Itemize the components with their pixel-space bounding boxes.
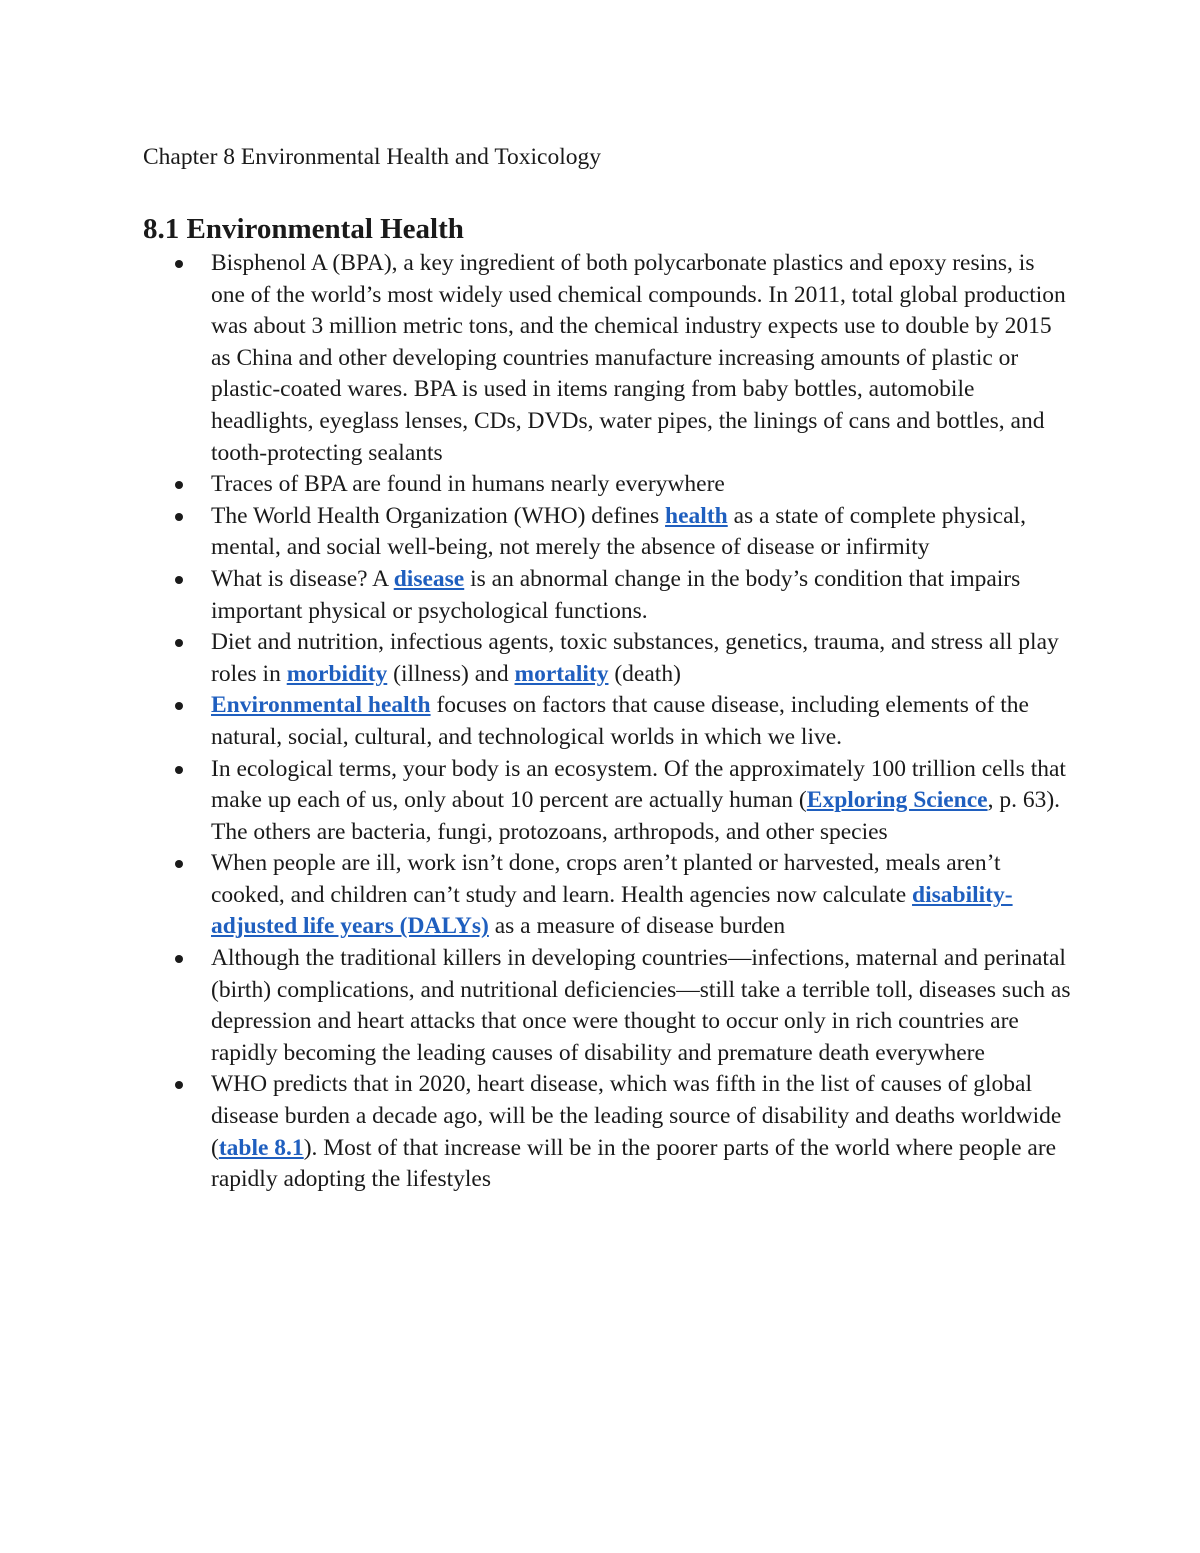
bullet-item-morbidity-mortality	[211, 627, 1071, 690]
bullet-dot-icon	[175, 481, 183, 489]
bullet-text-before: WHO predicts that in 2020, heart disease, which was fifth in the list of causes of global disease burden a decade ago, will be the leading source of disability and deaths worldwide (	[211, 1071, 1062, 1161]
morbidity-link[interactable]: morbidity	[286, 660, 388, 687]
bullet-dot-icon	[175, 513, 183, 521]
bullet-text-after: as a state of complete physical, mental, and social well-being, not merely the absence of disease or infirmity	[211, 502, 1026, 561]
bullet-text-before: Diet and nutrition, infectious agents, toxic substances, genetics, trauma, and stress all play roles in	[211, 629, 1059, 687]
bullet-text-after: (death)	[608, 660, 681, 687]
bullet-text-before: When people are ill, work isn’t done, crops aren’t planted or harvested, meals aren’t cooked, and children can’t study and learn. Health agencies now calculate	[211, 850, 1001, 908]
bullet-text: Traces of BPA are found in humans nearly everywhere	[211, 471, 725, 498]
bullet-item-body-ecosystem	[211, 754, 1071, 849]
exploring-science-link[interactable]: Exploring Science	[806, 787, 988, 814]
bullet-item-dalys	[211, 848, 1071, 943]
bullet-dot-icon	[175, 955, 183, 963]
mortality-link[interactable]: mortality	[514, 660, 609, 687]
bullet-dot-icon	[175, 766, 183, 774]
bullet-text: Although the traditional killers in developing countries—infections, maternal and perinatal (birth) complications, and nutritional deficiencies—still take a terrible toll, diseases such as depression and heart attacks that once were thought to occur only in rich countries are rapidly becoming the leading causes of disability and premature death everywhere	[211, 945, 1071, 1066]
bullet-text-middle: (illness) and	[387, 660, 515, 687]
bullet-item-bpa-overview	[211, 248, 1071, 469]
bullet-dot-icon	[175, 576, 183, 584]
environmental-health-link[interactable]: Environmental health	[211, 692, 431, 719]
bullet-text-after: ). Most of that increase will be in the poorer parts of the world where people are rapidly adopting the lifestyles	[211, 1134, 1057, 1193]
bullet-item-bpa-traces	[211, 469, 1071, 501]
bullet-dot-icon	[175, 639, 183, 647]
disease-link[interactable]: disease	[393, 565, 465, 592]
bullet-dot-icon	[175, 260, 183, 268]
bullet-text-after: as a measure of disease burden	[488, 913, 786, 940]
table-8-1-link[interactable]: table 8.1	[218, 1134, 304, 1161]
bullet-text: Bisphenol A (BPA), a key ingredient of both polycarbonate plastics and epoxy resins, is one of the world’s most widely used chemical compounds. In 2011, total global production was about 3 million metric tons, and the chemical industry expects use to double by 2015 as China and other developing countries manufacture increasing amounts of plastic or plastic-coated wares. BPA is used in items ranging from baby bottles, automobile headlights, eyeglass lenses, CDs, DVDs, water pipes, the linings of cans and bottles, and tooth-protecting sealants	[211, 250, 1066, 466]
bullet-dot-icon	[175, 1081, 183, 1089]
bullet-item-who-health	[211, 501, 1071, 564]
bullet-text-after: , p. 63). The others are bacteria, fungi, protozoans, arthropods, and other species	[211, 787, 1061, 845]
bullet-item-environmental-health	[211, 690, 1071, 753]
bullet-dot-icon	[175, 860, 183, 868]
dalys-link[interactable]: disability-adjusted life years (DALYs)	[211, 881, 1013, 940]
bullet-item-traditional-killers	[211, 943, 1071, 1069]
bullet-list	[211, 248, 1071, 1196]
bullet-text-after: focuses on factors that cause disease, including elements of the natural, social, cultural, and technological worlds in which we live.	[211, 692, 1029, 750]
bullet-item-who-predictions	[211, 1069, 1071, 1195]
health-link[interactable]: health	[665, 502, 728, 529]
bullet-text-before: In ecological terms, your body is an ecosystem. Of the approximately 100 trillion cells that make up each of us, only about 10 percent are actually human (	[211, 755, 1066, 814]
bullet-text-before: What is disease? A	[211, 565, 394, 592]
bullet-dot-icon	[175, 702, 183, 710]
bullet-text-before: The World Health Organization (WHO) defines	[211, 502, 666, 529]
chapter-title: Chapter 8 Environmental Health and Toxicology	[143, 144, 602, 170]
section-heading: 8.1 Environmental Health	[143, 213, 464, 245]
bullet-item-disease	[211, 564, 1071, 627]
bullet-text-after: is an abnormal change in the body’s condition that impairs important physical or psychological functions.	[211, 565, 1021, 624]
